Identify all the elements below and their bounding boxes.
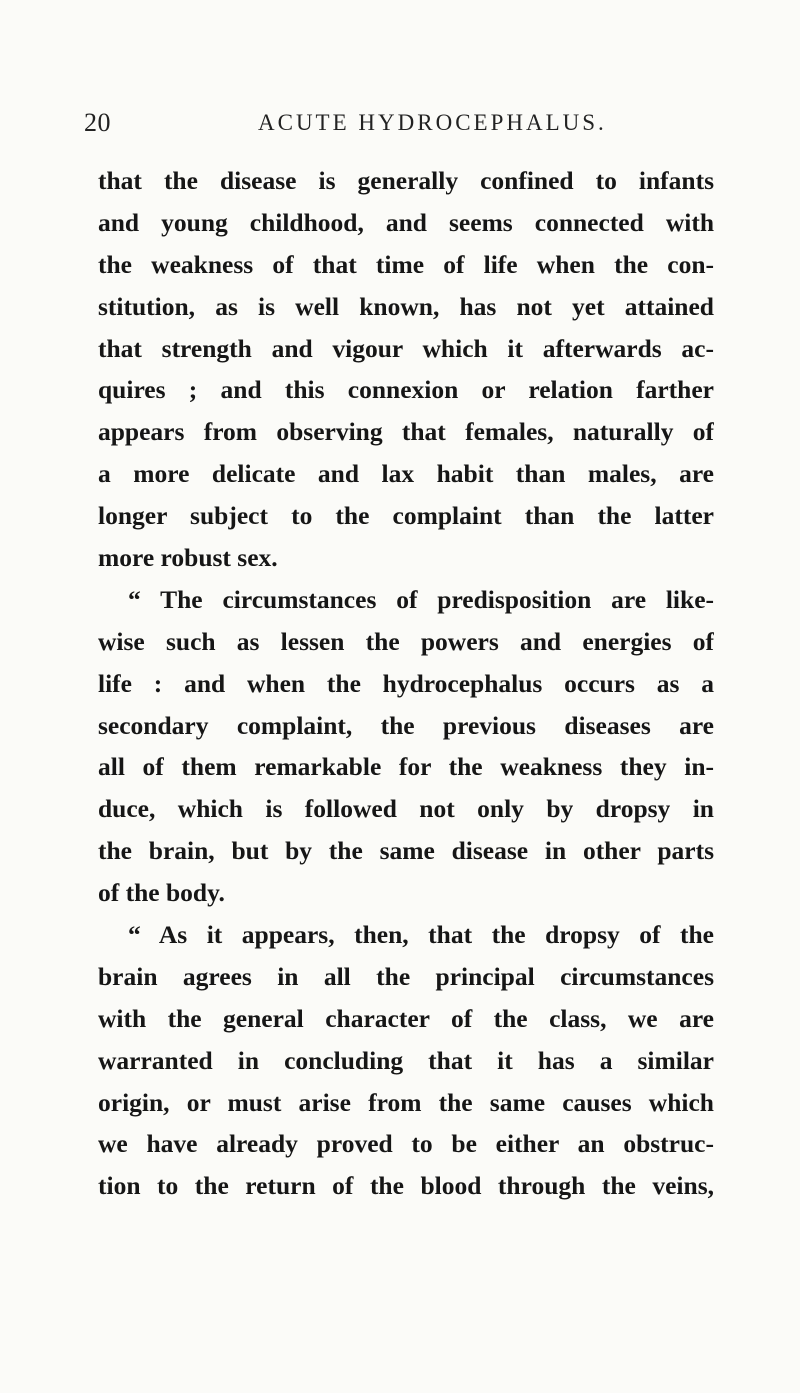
text-line: the weakness of that time of life when the con- — [98, 249, 714, 279]
text-line: life : and when the hydrocephalus occurs as a — [98, 668, 714, 698]
text-line: a more delicate and lax habit than males, are — [98, 459, 714, 489]
running-title: ACUTE HYDROCEPHALUS. — [258, 110, 607, 135]
text-line: secondary complaint, the previous diseases are — [98, 710, 714, 740]
text-line: origin, or must arise from the same causes which — [98, 1087, 714, 1117]
text-line: longer subject to the complaint than the latter — [98, 501, 714, 531]
text-line: duce, which is followed not only by dropsy in — [98, 794, 714, 824]
text-line: with the general character of the class, we are — [98, 1003, 714, 1033]
text-line: warranted in concluding that it has a similar — [98, 1045, 714, 1075]
text-line: brain agrees in all the principal circumstances — [98, 961, 714, 991]
text-line: more robust sex. — [98, 543, 278, 573]
text-line: that the disease is generally confined to infants — [98, 166, 714, 195]
text-line: of the body. — [98, 878, 225, 908]
text-line: wise such as lessen the powers and energies of — [98, 626, 714, 656]
body-text — [98, 160, 714, 1207]
text-line: “ The circumstances of predisposition are like- — [128, 584, 714, 614]
text-line: appears from observing that females, naturally of — [98, 417, 714, 447]
text-line: quires ; and this connexion or relation farther — [98, 375, 714, 405]
page-number: 20 — [84, 108, 111, 137]
text-line: tion to the return of the blood through the veins, — [98, 1171, 714, 1201]
running-head — [0, 108, 800, 148]
text-line: we have already proved to be either an obstruc- — [98, 1129, 714, 1159]
text-line: that strength and vigour which it afterwards ac- — [98, 333, 714, 363]
text-line: and young childhood, and seems connected with — [98, 207, 714, 237]
text-line: “ As it appears, then, that the dropsy of the — [128, 920, 714, 950]
text-line: the brain, but by the same disease in other parts — [98, 836, 714, 866]
text-line: stitution, as is well known, has not yet attained — [98, 291, 714, 321]
text-line: all of them remarkable for the weakness they in- — [98, 752, 714, 782]
